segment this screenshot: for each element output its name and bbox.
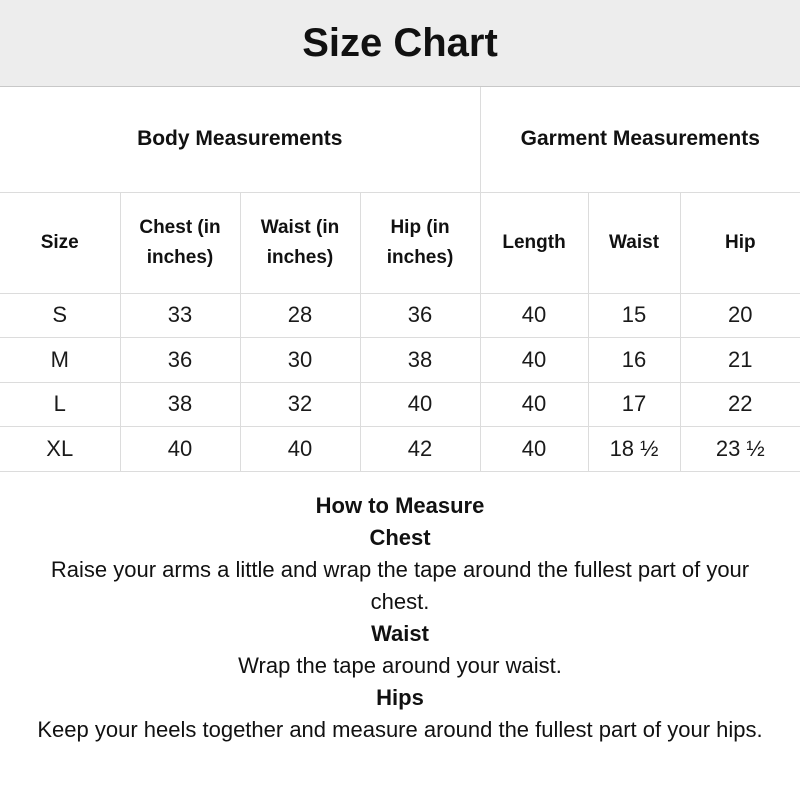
how-to-measure-section — [0, 490, 800, 746]
table-cell: 40 — [240, 427, 360, 472]
table-cell: 40 — [480, 293, 588, 338]
table-cell: 22 — [680, 382, 800, 427]
group-header-row — [0, 87, 800, 192]
column-header: Size — [0, 192, 120, 293]
table-cell: 17 — [588, 382, 680, 427]
table-cell: 36 — [360, 293, 480, 338]
table-cell: 18 ½ — [588, 427, 680, 472]
size-table — [0, 87, 800, 472]
table-cell: 40 — [480, 382, 588, 427]
column-header: Chest (in inches) — [120, 192, 240, 293]
table-cell: 20 — [680, 293, 800, 338]
table-cell: 30 — [240, 338, 360, 383]
column-header: Waist (in inches) — [240, 192, 360, 293]
table-cell: 33 — [120, 293, 240, 338]
table-cell: 36 — [120, 338, 240, 383]
table-cell: 16 — [588, 338, 680, 383]
column-header: Hip — [680, 192, 800, 293]
hips-heading: Hips — [376, 685, 424, 710]
table-cell: S — [0, 293, 120, 338]
table-cell: 40 — [480, 427, 588, 472]
table-row — [0, 382, 800, 427]
table-row — [0, 338, 800, 383]
title-bar — [0, 0, 800, 87]
table-cell: 38 — [120, 382, 240, 427]
table-cell: 23 ½ — [680, 427, 800, 472]
page-title: Size Chart — [302, 20, 498, 65]
table-cell: 28 — [240, 293, 360, 338]
column-header: Waist — [588, 192, 680, 293]
chest-heading: Chest — [369, 525, 431, 550]
body-measurements-header: Body Measurements — [0, 87, 480, 192]
table-cell: 38 — [360, 338, 480, 383]
garment-measurements-header: Garment Measurements — [480, 87, 800, 192]
column-header: Hip (in inches) — [360, 192, 480, 293]
column-header: Length — [480, 192, 588, 293]
table-cell: 32 — [240, 382, 360, 427]
waist-heading: Waist — [371, 621, 429, 646]
waist-instructions: Wrap the tape around your waist. — [238, 653, 562, 678]
table-cell: XL — [0, 427, 120, 472]
table-cell: M — [0, 338, 120, 383]
chest-instructions: Raise your arms a little and wrap the tape around the fullest part of your chest. — [50, 557, 750, 614]
table-cell: L — [0, 382, 120, 427]
table-cell: 40 — [120, 427, 240, 472]
how-to-measure-title: How to Measure — [315, 493, 485, 518]
column-header-row — [0, 192, 800, 293]
table-cell: 40 — [480, 338, 588, 383]
table-cell: 15 — [588, 293, 680, 338]
table-cell: 40 — [360, 382, 480, 427]
hips-instructions: Keep your heels together and measure around the fullest part of your hips. — [37, 717, 763, 742]
table-row — [0, 293, 800, 338]
table-cell: 42 — [360, 427, 480, 472]
table-cell: 21 — [680, 338, 800, 383]
table-row — [0, 427, 800, 472]
